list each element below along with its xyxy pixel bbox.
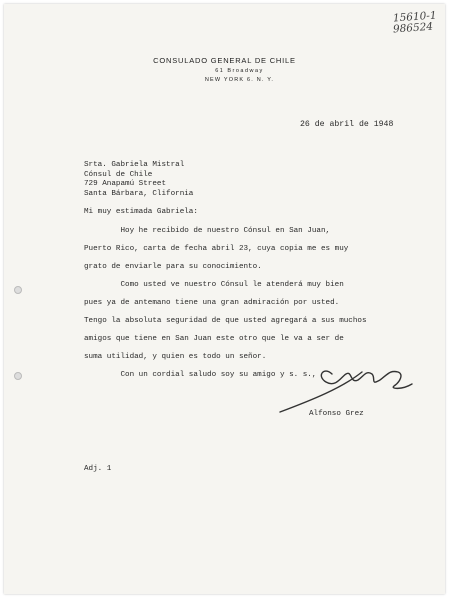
letter-page bbox=[4, 4, 445, 594]
recipient-line: Santa Bárbara, Clifornia bbox=[84, 189, 194, 198]
body-line: Con un cordial saludo soy su amigo y s. s., bbox=[84, 371, 317, 379]
body-line: amigos que tiene en San Juan este otro que le va a ser de bbox=[84, 335, 344, 343]
letterhead-name: CONSULADO GENERAL DE CHILE bbox=[153, 56, 296, 65]
letterhead bbox=[4, 56, 445, 83]
punch-hole-mark bbox=[14, 286, 22, 294]
body-line: Puerto Rico, carta de fecha abril 23, cuya copia me es muy bbox=[84, 245, 349, 253]
letter-date: 26 de abril de 1948 bbox=[300, 120, 394, 129]
archive-ref-1: 15610-1 bbox=[392, 9, 438, 25]
punch-hole-mark bbox=[14, 372, 22, 380]
body-line: pues ya de antemano tiene una gran admiración por usted. bbox=[84, 299, 340, 307]
recipient-address bbox=[84, 161, 193, 199]
handwritten-signature bbox=[272, 362, 422, 417]
body-line: grato de enviarle para su conocimiento. bbox=[84, 263, 262, 271]
recipient-line: Cónsul de Chile bbox=[84, 170, 153, 179]
enclosure-note: Adj. 1 bbox=[84, 465, 112, 473]
recipient-line: 729 Anapamú Street bbox=[84, 180, 167, 189]
body-line: Tengo la absoluta seguridad de que usted agregará a sus muchos bbox=[84, 317, 367, 325]
archive-ref-2: 986524 bbox=[392, 20, 434, 36]
letterhead-city: NEW YORK 6. N. Y. bbox=[204, 77, 275, 83]
recipient-line: Srta. Gabriela Mistral bbox=[84, 161, 185, 169]
body-line: Hoy he recibido de nuestro Cónsul en San Juan, bbox=[84, 227, 331, 235]
body-line: suma utilidad, y quien es todo un señor. bbox=[84, 353, 267, 361]
body-line: Como usted ve nuestro Cónsul le atenderá muy bien bbox=[84, 281, 344, 289]
archive-reference-annotation bbox=[392, 9, 438, 36]
salutation: Mi muy estimada Gabriela: bbox=[84, 208, 198, 216]
letterhead-street: 61 Broadway bbox=[215, 68, 264, 74]
signer-name: Alfonso Grez bbox=[309, 410, 364, 418]
